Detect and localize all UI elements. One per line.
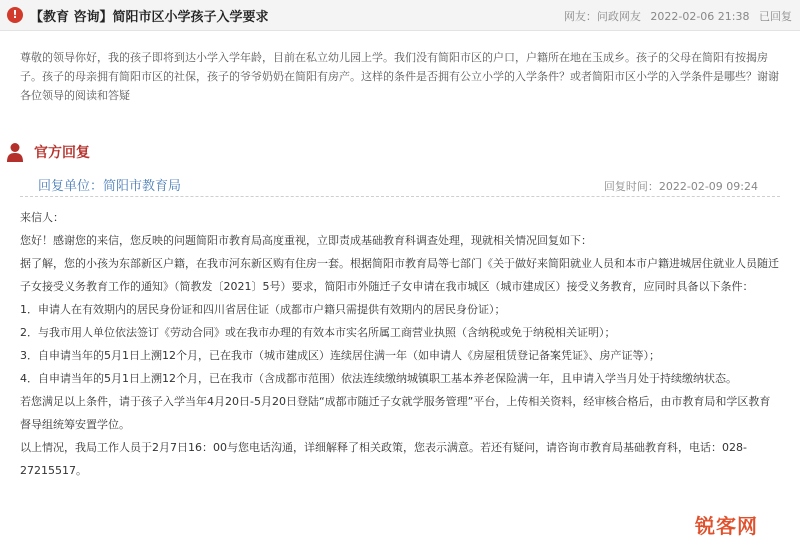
reply-time: 回复时间：2022-02-09 09:24 (603, 180, 758, 193)
alert-icon: ! (7, 7, 23, 23)
reply-paragraph: 1．申请人在有效期内的居民身份证和四川省居住证（成都市户籍只需提供有效期内的居民身份证）； (20, 303, 506, 316)
reply-body (20, 206, 780, 482)
reply-paragraph: 来信人： (20, 211, 64, 224)
reply-paragraph: 4．自申请当年的5月1日上溯12个月，已在我市（含成都市范围）依法连续缴纳城镇职工基本养老保险满一年，且申请入学当月处于持续缴纳状态。 (20, 372, 737, 385)
title-bar (0, 0, 800, 31)
post-meta (558, 8, 792, 24)
post-datetime: 2022-02-06 21:38 (650, 10, 750, 23)
official-reply-title: 官方回复 (34, 145, 90, 161)
reply-unit[interactable]: 回复单位：简阳市教育局 (38, 179, 182, 194)
reply-paragraph: 以上情况，我局工作人员于2月7日16：00与您电话沟通，详细解释了相关政策，您表示满意。若还有疑问，请咨询市教育局基础教育科，电话：028-27215517。 (20, 441, 747, 477)
user-icon (6, 142, 24, 162)
post-source: 网友：问政网友 (563, 10, 641, 23)
site-watermark: 锐客网 (695, 514, 758, 538)
page-title: 【教育 咨询】简阳市区小学孩子入学要求 (30, 10, 269, 25)
reply-info-bar (20, 172, 780, 197)
reply-paragraph: 若您满足以上条件，请于孩子入学当年4月20日-5月20日登陆“成都市随迁子女就学服务管理”平台，上传相关资料，经审核合格后，由市教育局和学区教育督导组统筹安置学位。 (20, 395, 771, 431)
reply-paragraph: 您好！感谢您的来信，您反映的问题简阳市教育局高度重视，立即责成基础教育科调查处理，现就相关情况回复如下： (20, 234, 592, 247)
reply-paragraph: 3．自申请当年的5月1日上溯12个月，已在我市（城市建成区）连续居住满一年（如申请人《房屋租赁登记备案凭证》、房产证等）； (20, 349, 660, 362)
reply-paragraph: 据了解，您的小孩为东部新区户籍，在我市河东新区购有住房一套。根据简阳市教育局等七部门《关于做好来简阳就业人员和本市户籍进城居住就业人员随迁子女接受义务教育工作的通知》（简教发〔2021〕5号）要求，简阳市外随迁子女申请在我市城区（城市建成区）接受义务教育，应同时具备以下条件： (20, 257, 779, 293)
status-badge: 已回复 (759, 10, 792, 23)
question-text: 尊敬的领导你好，我的孩子即将到达小学入学年龄，目前在私立幼儿园上学。我们没有简阳市区的户口，户籍所在地在玉成乡。孩子的父母在简阳有按揭房子。孩子的母亲拥有简阳市区的社保，孩子的爷爷奶奶在简阳有房产。这样的条件是否拥有公立小学的入学条件？或者简阳市区小学的入学条件是哪些？谢谢各位领导的阅读和答疑 (20, 51, 779, 102)
reply-paragraph: 2．与我市用人单位依法签订《劳动合同》或在我市办理的有效本市实名所属工商营业执照（含纳税或免于纳税相关证明）； (20, 326, 616, 339)
